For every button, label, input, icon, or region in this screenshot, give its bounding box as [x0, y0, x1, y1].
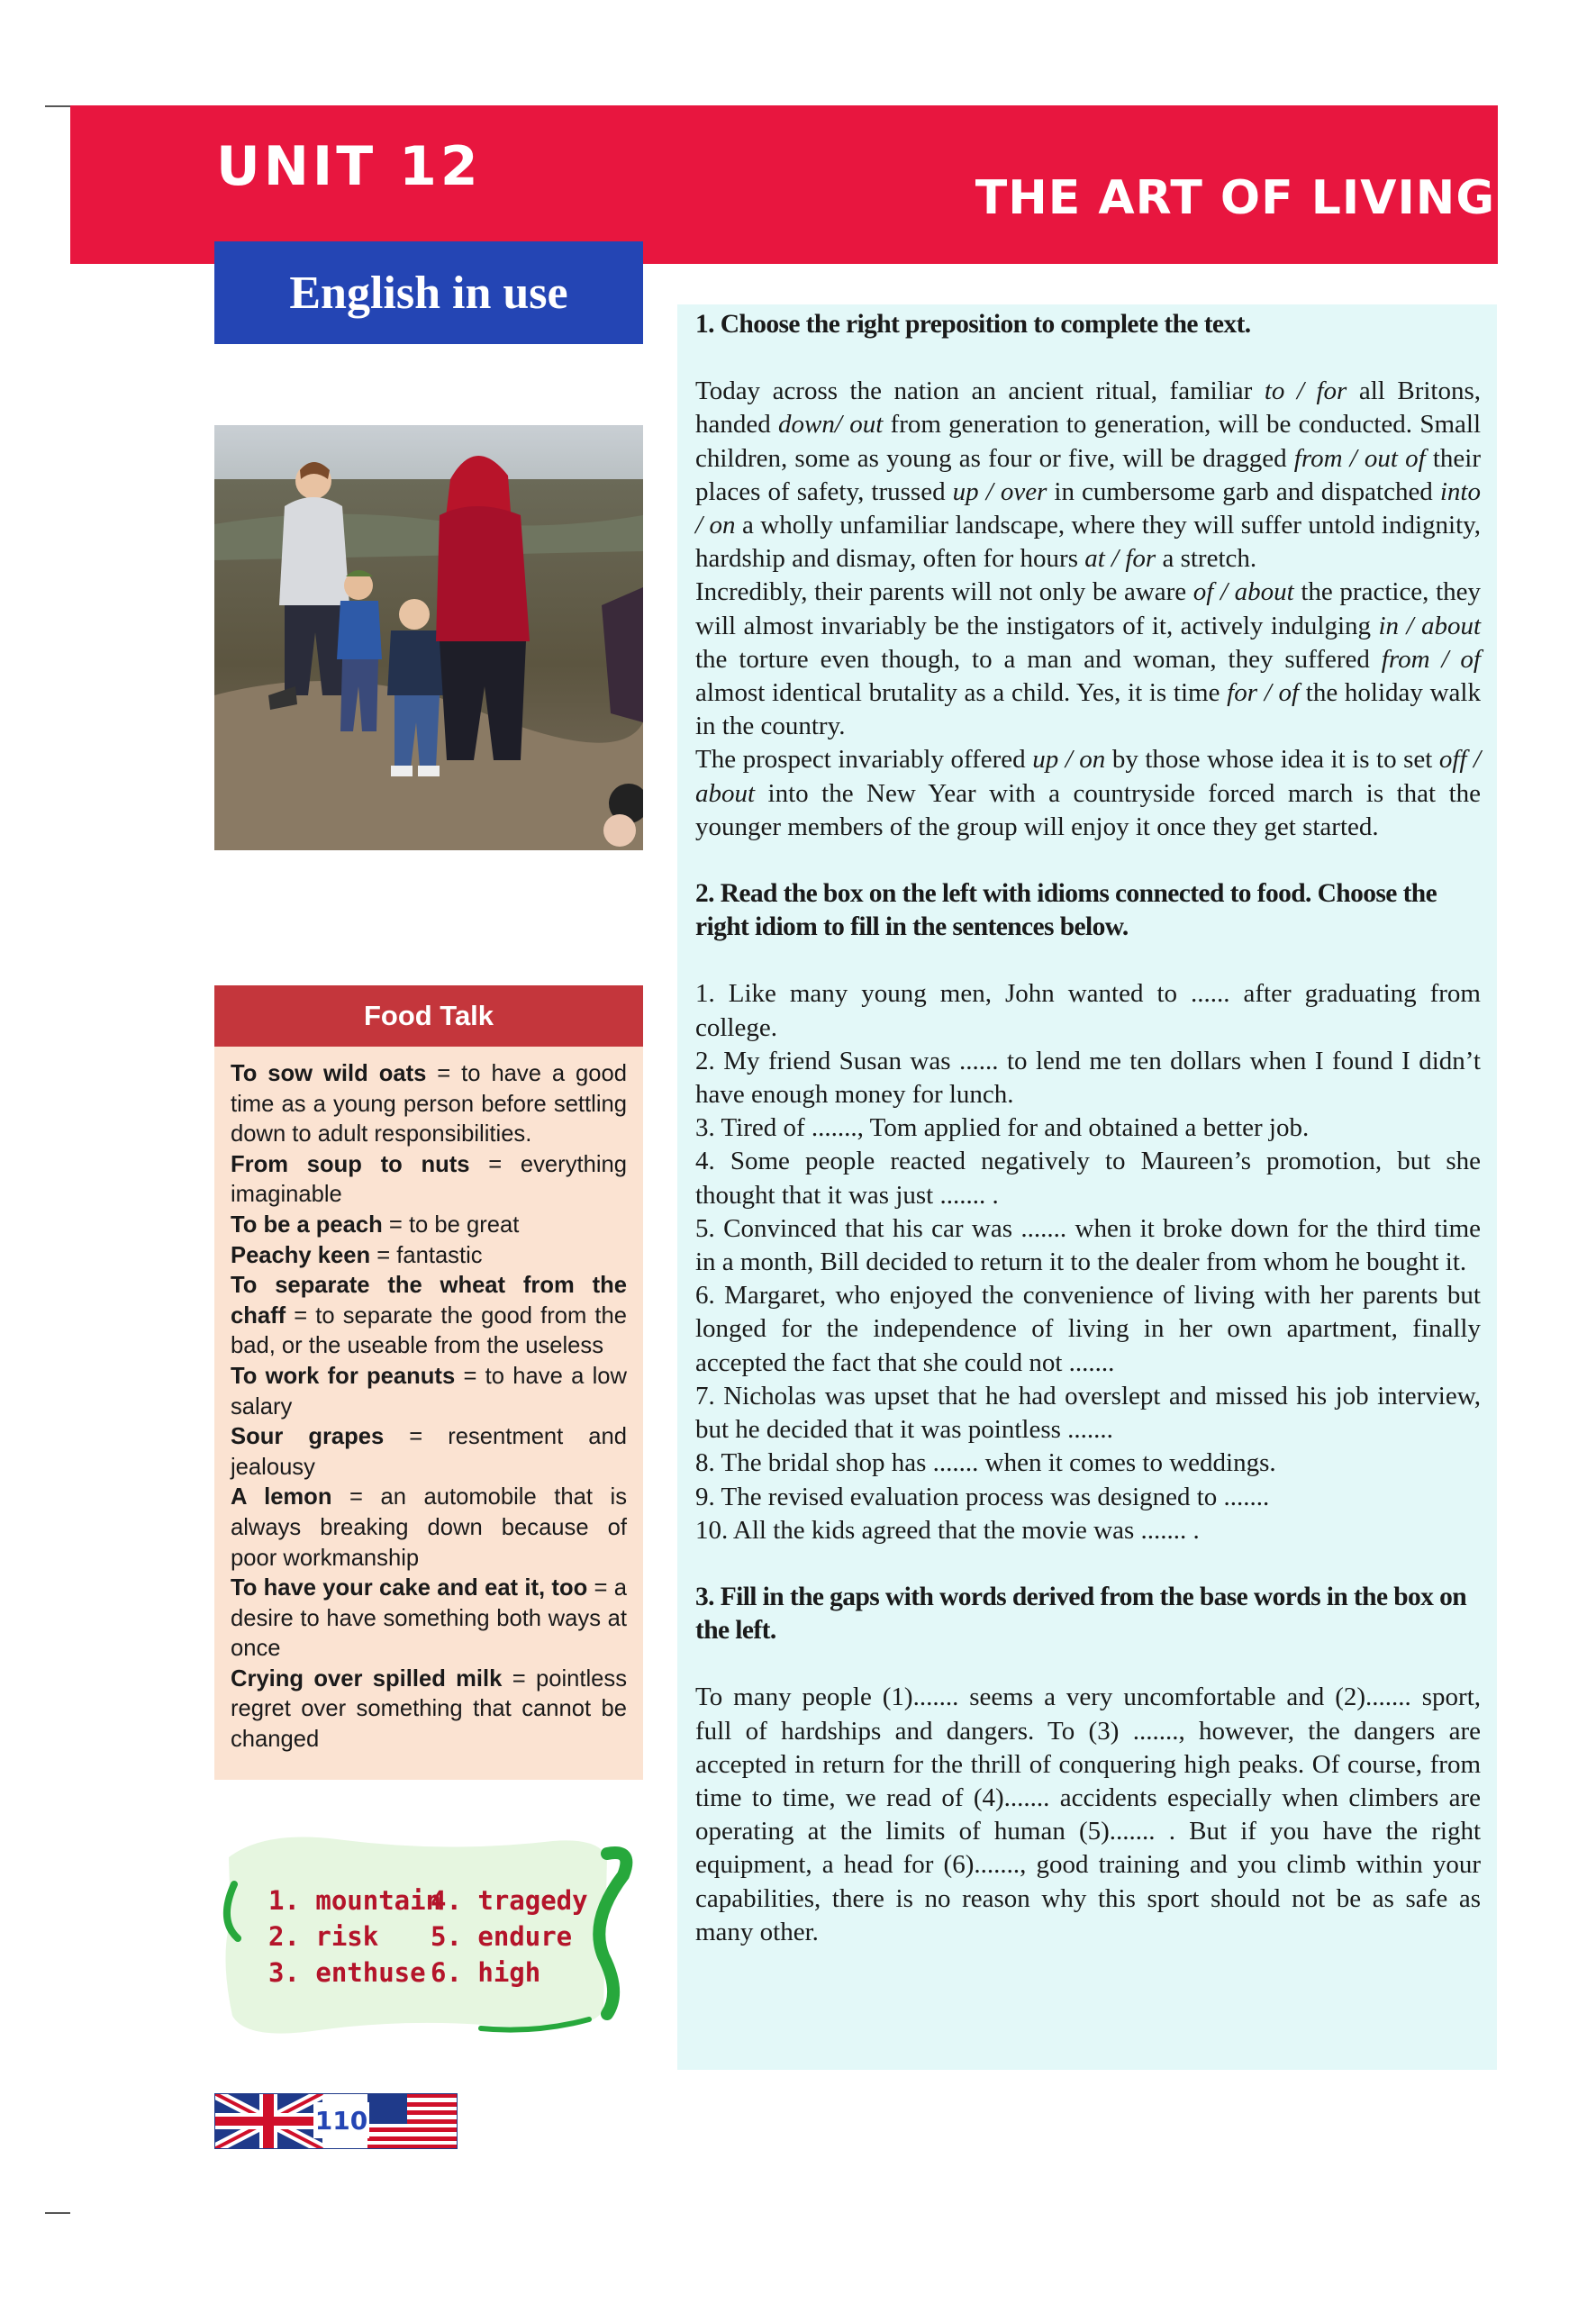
exercise-3-title: 3. Fill in the gaps with words derived from the base words in the box on the left.	[695, 1582, 1467, 1646]
idiom-term: To work for peanuts	[231, 1363, 456, 1389]
idiom-entry	[231, 1362, 627, 1422]
preposition-choice: up / over	[952, 476, 1047, 506]
exercise-2-title: 2. Read the box on the left with idioms connected to food. Choose the right idiom to fill in the sentences below.	[695, 879, 1437, 942]
exercise-1-paragraph-3	[695, 743, 1481, 844]
text-run: by those whose idea it is to set	[1105, 745, 1439, 775]
crop-mark-top	[45, 105, 70, 107]
food-talk-box	[214, 1047, 643, 1780]
text-run: their places of safety, trussed	[695, 443, 1481, 506]
uk-flag-icon	[214, 2093, 322, 2149]
idiom-term: To sow wild oats	[231, 1061, 427, 1086]
text-run: the practice, they will almost invariably be the instigators of it, actively indulging	[695, 577, 1481, 640]
idiom-entry	[231, 1059, 627, 1150]
idiom-term: Sour grapes	[231, 1424, 385, 1450]
preposition-choice: off / about	[695, 745, 1482, 808]
preposition-choice: from / of	[1381, 644, 1481, 674]
text-run: Today across the nation an ancient ritual, familiar	[695, 376, 1265, 406]
text-run: Incredibly, their parents will not only be aware	[695, 577, 1193, 607]
unit-theme: THE ART OF LIVING	[975, 171, 1495, 225]
idiom-entry	[231, 1271, 627, 1362]
base-word: 1. mountain	[268, 1885, 442, 1916]
exercise-2-item: 7. Nicholas was upset that he had overslept and missed his job interview, but he decided that it was pointless .......	[695, 1381, 1481, 1445]
exercise-2-item: 2. My friend Susan was ...... to lend me ten dollars when I found I didn’t have enough money for lunch.	[695, 1046, 1481, 1110]
text-run: the torture even though, to a man and woman, they suffered	[695, 644, 1382, 674]
exercise-2-item: 3. Tired of ......., Tom applied for and obtained a better job.	[695, 1113, 1310, 1143]
text-run: almost identical brutality as a child. Yes, it is time	[695, 678, 1228, 708]
idiom-term: Crying over spilled milk	[231, 1665, 503, 1692]
base-words-box	[211, 1821, 643, 2046]
idiom-entry	[231, 1574, 627, 1665]
base-words-col-2	[431, 1882, 588, 1991]
idiom-term: To be a peach	[231, 1211, 383, 1238]
idiom-definition: = pointless regret over something that cannot be changed	[231, 1665, 628, 1753]
exercise-2-item: 10. All the kids agreed that the movie was ....... .	[695, 1515, 1200, 1545]
idiom-entry	[231, 1150, 627, 1211]
base-word: 4. tragedy	[431, 1885, 588, 1916]
idiom-definition: = fantastic	[370, 1242, 483, 1268]
base-word: 6. high	[431, 1957, 541, 1988]
idiom-definition: = an automobile that is always breaking down because of poor workmanship	[231, 1484, 627, 1571]
crop-mark-bottom	[45, 2212, 70, 2214]
idiom-entry	[231, 1211, 627, 1241]
preposition-choice: in / about	[1378, 611, 1482, 640]
idiom-term: Peachy keen	[231, 1242, 371, 1268]
preposition-choice: for / of	[1227, 678, 1300, 708]
food-talk-title: Food Talk	[214, 985, 643, 1047]
text-run: all Britons, handed	[695, 376, 1481, 440]
idiom-entry	[231, 1665, 627, 1755]
exercise-2-item: 8. The bridal shop has ....... when it comes to weddings.	[695, 1448, 1276, 1478]
idiom-term: A lemon	[231, 1484, 332, 1510]
idiom-definition: = to have a low salary	[231, 1363, 627, 1420]
us-flag-icon	[367, 2093, 458, 2149]
base-words-col-1	[268, 1882, 441, 1991]
preposition-choice: at / for	[1084, 544, 1156, 574]
preposition-choice: down/ out	[778, 410, 884, 440]
preposition-choice: of / about	[1192, 577, 1294, 607]
text-run: the holiday walk in the country.	[695, 678, 1481, 741]
text-run: The prospect invariably offered	[695, 745, 1033, 775]
idiom-term: To separate the wheat from the chaff	[231, 1273, 627, 1329]
exercise-2-item: 1. Like many young men, John wanted to ...... after graduating from college.	[695, 979, 1481, 1042]
page-number: 110	[313, 2102, 369, 2138]
exercise-2-item: 9. The revised evaluation process was designed to .......	[695, 1482, 1270, 1511]
section-title: English in use	[214, 241, 643, 344]
unit-title: UNIT 12	[216, 135, 482, 198]
idiom-definition: = everything imaginable	[231, 1151, 627, 1208]
text-run: a stretch.	[1156, 544, 1257, 574]
exercise-1-paragraph-2	[695, 576, 1481, 743]
text-run: a wholly unfamiliar landscape, where they will suffer untold indignity, hardship and dismay, often for hours	[695, 511, 1481, 574]
idiom-entry	[231, 1483, 627, 1574]
base-word: 3. enthuse	[268, 1957, 426, 1988]
exercise-2-item: 5. Convinced that his car was ....... when it broke down for the third time in a month, Bill decided to return it to the dealer from whom he bought it.	[695, 1213, 1481, 1277]
preposition-choice: up / on	[1032, 745, 1106, 775]
preposition-choice: from / out of	[1293, 443, 1426, 473]
text-run: in cumbersome garb and dispatched	[1047, 476, 1440, 506]
idiom-entry	[231, 1422, 627, 1483]
idiom-definition: = resentment and jealousy	[231, 1424, 627, 1480]
preposition-choice: into / on	[695, 476, 1481, 540]
family-walk-photo	[214, 425, 643, 850]
idiom-definition: = a desire to have something both ways at once	[231, 1575, 627, 1662]
exercise-1-paragraph-1	[695, 375, 1481, 576]
text-run: into the New Year with a countryside forced march is that the younger members of the group will enjoy it once they get started.	[695, 778, 1481, 841]
exercise-1-title: 1. Choose the right preposition to complete the text.	[695, 310, 1251, 339]
idiom-definition: = to have a good time as a young person before settling down to adult responsibilities.	[231, 1061, 627, 1147]
text-run: from generation to generation, will be conducted. Small children, some as young as four or five, will be dragged	[695, 410, 1481, 473]
exercise-2-list	[695, 977, 1481, 1547]
idiom-entry	[231, 1241, 627, 1272]
idiom-definition: = to be great	[382, 1211, 520, 1238]
preposition-choice: to / for	[1264, 376, 1347, 406]
exercise-2-item: 4. Some people reacted negatively to Maureen’s promotion, but she thought that it was just ....... .	[695, 1147, 1481, 1210]
base-word: 5. endure	[431, 1921, 573, 1952]
idiom-definition: = to separate the good from the bad, or the useable from the useless	[231, 1302, 627, 1359]
idiom-term: From soup to nuts	[231, 1151, 470, 1177]
exercises-column	[677, 304, 1497, 2070]
idiom-term: To have your cake and eat it, too	[231, 1575, 588, 1601]
base-word: 2. risk	[268, 1921, 379, 1952]
exercise-3-text: To many people (1)....... seems a very uncomfortable and (2)....... sport, full of hardships and dangers. To (3) ......., however, the dangers are accepted in return for the thrill of conquering high peaks. Of course, from time to time, we read of (4)....... accidents especially when climbers are operating at the limits of human (5)....... . But if you have the right equipment, a head for (6)......., good training and you climb within your capabilities, there is no reason why this sport should not be as safe as many other.	[695, 1683, 1481, 1946]
exercise-2-item: 6. Margaret, who enjoyed the convenience of living with her parents but longed for the independence of living in her own apartment, finally accepted the fact that she could not .......	[695, 1281, 1481, 1377]
